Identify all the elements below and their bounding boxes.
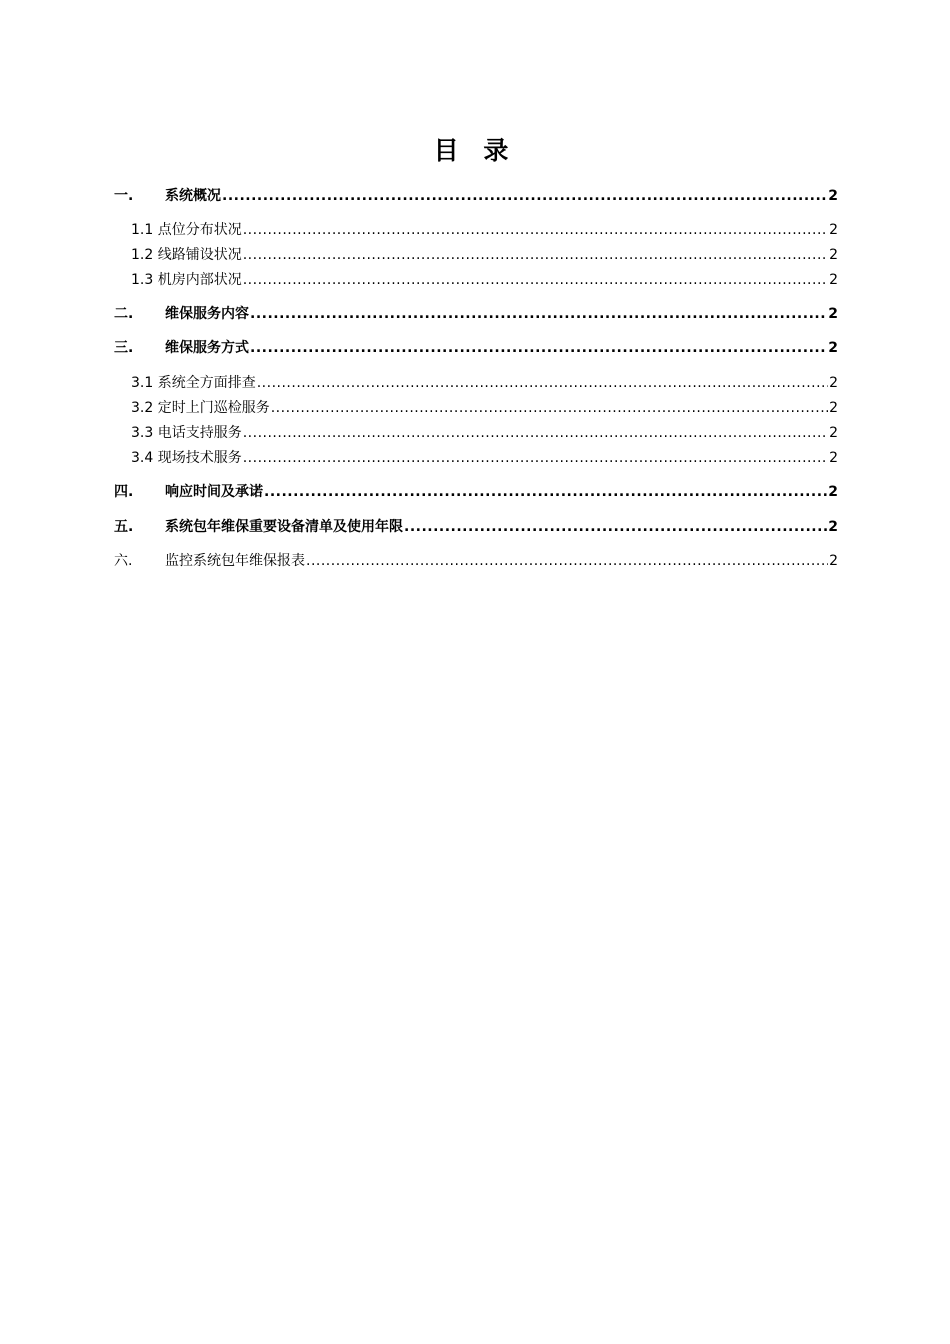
toc-entry-number: 四. [114, 484, 134, 500]
toc-entry[interactable] [131, 399, 838, 417]
toc-entry-text: 3.4 现场技术服务 [131, 450, 242, 466]
toc-entry-page: 2 [828, 340, 838, 356]
toc-dot-leader [243, 246, 828, 264]
toc-entry-text: 监控系统包年维保报表 [165, 553, 305, 569]
toc-entry[interactable] [131, 374, 838, 392]
toc-entry[interactable] [114, 552, 838, 570]
toc-dot-leader [243, 449, 828, 467]
toc-dot-leader [243, 221, 828, 239]
toc-entry-page: 2 [829, 247, 838, 263]
toc-entry-text: 1.1 点位分布状况 [131, 222, 242, 238]
toc-entry-number: 三. [114, 340, 134, 356]
toc-entry-page: 2 [829, 272, 838, 288]
toc-entry[interactable] [131, 449, 838, 467]
toc-entry-text: 系统概况 [165, 188, 221, 204]
toc-entry-page: 2 [829, 450, 838, 466]
toc-entry-page: 2 [828, 484, 838, 500]
toc-entry-number: 五. [114, 519, 134, 535]
toc-dot-leader [271, 399, 828, 417]
toc-entry-text: 3.3 电话支持服务 [131, 425, 242, 441]
toc-entry-page: 2 [829, 375, 838, 391]
toc-entry[interactable] [114, 305, 838, 323]
toc-entry[interactable] [114, 187, 838, 205]
toc-entry-page: 2 [829, 400, 838, 416]
toc-entry-text: 1.3 机房内部状况 [131, 272, 242, 288]
toc-entry-page: 2 [828, 519, 838, 535]
toc-entry[interactable] [114, 483, 838, 501]
toc-entry-page: 2 [828, 306, 838, 322]
toc-entry[interactable] [114, 339, 838, 357]
toc-dot-leader [243, 271, 828, 289]
toc-dot-leader [257, 374, 828, 392]
toc-dot-leader [250, 305, 827, 323]
toc-entry-text: 1.2 线路铺设状况 [131, 247, 242, 263]
toc-dot-leader [264, 483, 827, 501]
toc-dot-leader [250, 339, 827, 357]
toc-entry-number: 二. [114, 306, 134, 322]
toc-entry-page: 2 [829, 553, 838, 569]
toc-entry[interactable] [131, 246, 838, 264]
toc-entry-number: 一. [114, 188, 134, 204]
toc-dot-leader [404, 518, 827, 536]
toc-title: 目 录 [433, 136, 517, 165]
toc-dot-leader [243, 424, 828, 442]
toc-entry-text: 系统包年维保重要设备清单及使用年限 [165, 519, 403, 535]
toc-dot-leader [306, 552, 828, 570]
toc-entry-page: 2 [829, 425, 838, 441]
toc-entry[interactable] [131, 221, 838, 239]
toc-entry-page: 2 [828, 188, 838, 204]
toc-dot-leader [222, 187, 827, 205]
toc-entry-text: 3.1 系统全方面排查 [131, 375, 256, 391]
toc-entry-page: 2 [829, 222, 838, 238]
toc-entry-number: 六. [114, 553, 133, 569]
toc-entry[interactable] [114, 518, 838, 536]
toc-entry-text: 3.2 定时上门巡检服务 [131, 400, 270, 416]
toc-entry-text: 响应时间及承诺 [165, 484, 263, 500]
toc-entry[interactable] [131, 424, 838, 442]
toc-entry[interactable] [131, 271, 838, 289]
toc-entry-text: 维保服务方式 [165, 340, 249, 356]
toc-entry-text: 维保服务内容 [165, 306, 249, 322]
